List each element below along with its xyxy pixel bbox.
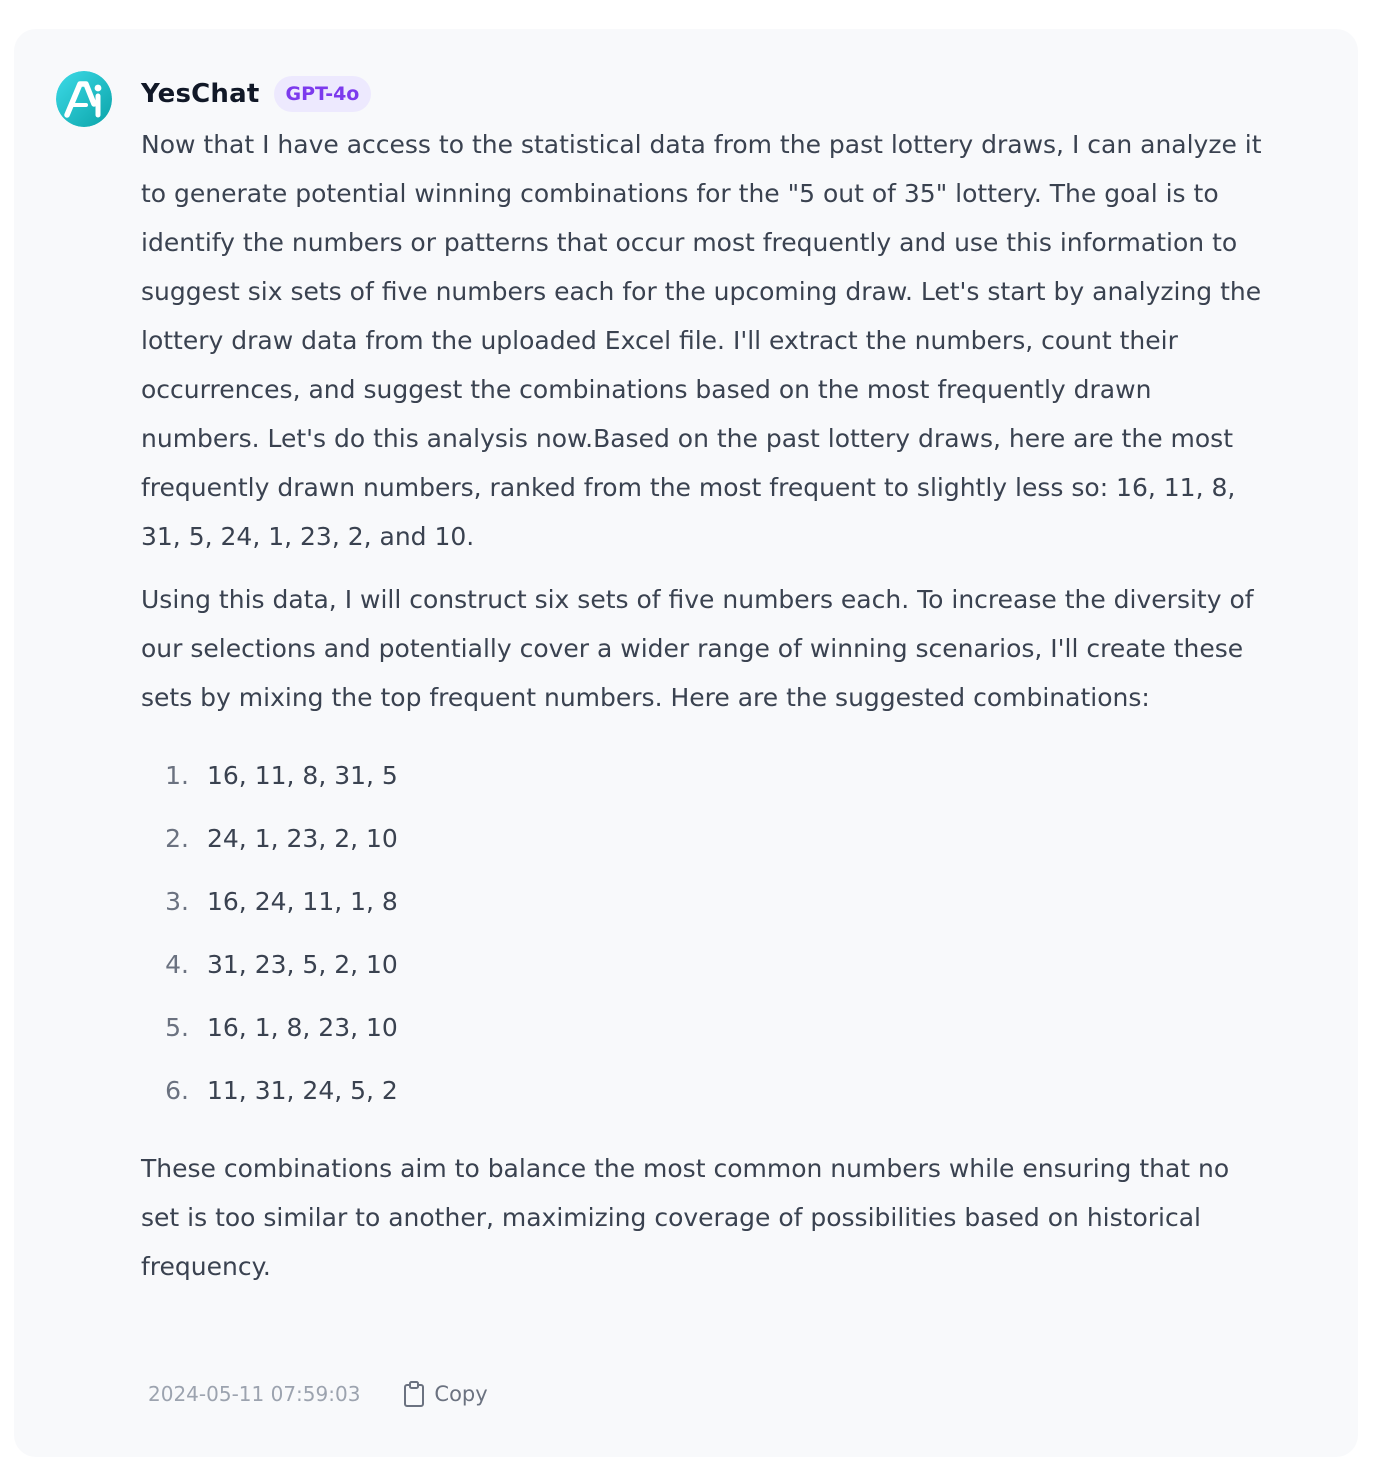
list-item-number: 5.: [165, 1013, 189, 1042]
message-footer: [148, 1374, 488, 1414]
list-item-text: 24, 1, 23, 2, 10: [207, 824, 398, 853]
list-item-number: 3.: [165, 887, 189, 916]
list-item-text: 16, 11, 8, 31, 5: [207, 761, 398, 790]
copy-button-label: Copy: [434, 1382, 488, 1406]
list-item-number: 6.: [165, 1076, 189, 1105]
list-item: [141, 933, 1271, 996]
list-item: [141, 870, 1271, 933]
list-item-number: 1.: [165, 761, 189, 790]
message-paragraph: Using this data, I will construct six sets of five numbers each. To increase the diversity of our selections and potentially cover a wider range of winning scenarios, I'll create these sets by mixing the top frequent numbers. Here are the suggested combinations:: [141, 585, 1254, 712]
message-timestamp: 2024-05-11 07:59:03: [148, 1382, 361, 1406]
list-item: [141, 744, 1271, 807]
message-header: [141, 74, 371, 114]
list-item-number: 4.: [165, 950, 189, 979]
list-item-text: 11, 31, 24, 5, 2: [207, 1076, 398, 1105]
copy-button[interactable]: [402, 1380, 487, 1408]
bot-avatar: [56, 71, 112, 127]
message-paragraph: Now that I have access to the statistical data from the past lottery draws, I can analyze it to generate potential winning combinations for the "5 out of 35" lottery. The goal is to identify the numbers or patterns that occur most frequently and use this information to suggest six sets of five numbers each for the upcoming draw. Let's start by analyzing the lottery draw data from the uploaded Excel file. I'll extract the numbers, count their occurrences, and suggest the combinations based on the most frequently drawn numbers. Let's do this analysis now.Based on the past lottery draws, here are the most frequently drawn numbers, ranked from the most frequent to slightly less so: 16, 11, 8, 31, 5, 24, 1, 23, 2, and 10.: [141, 130, 1262, 551]
list-item: [141, 1059, 1271, 1122]
list-item-text: 16, 24, 11, 1, 8: [207, 887, 398, 916]
list-item-text: 31, 23, 5, 2, 10: [207, 950, 398, 979]
message-paragraph: These combinations aim to balance the most common numbers while ensuring that no set is too similar to another, maximizing coverage of possibilities based on historical frequency.: [141, 1154, 1230, 1281]
list-item-text: 16, 1, 8, 23, 10: [207, 1013, 398, 1042]
combinations-list: [141, 744, 1271, 1122]
list-item: [141, 807, 1271, 870]
model-badge: GPT-4o: [274, 76, 372, 112]
list-item: [141, 996, 1271, 1059]
clipboard-icon: [402, 1380, 426, 1408]
list-item-number: 2.: [165, 824, 189, 853]
bot-name: YesChat: [141, 79, 260, 109]
ai-logo-icon: [56, 71, 112, 127]
message-content: [141, 120, 1271, 1291]
